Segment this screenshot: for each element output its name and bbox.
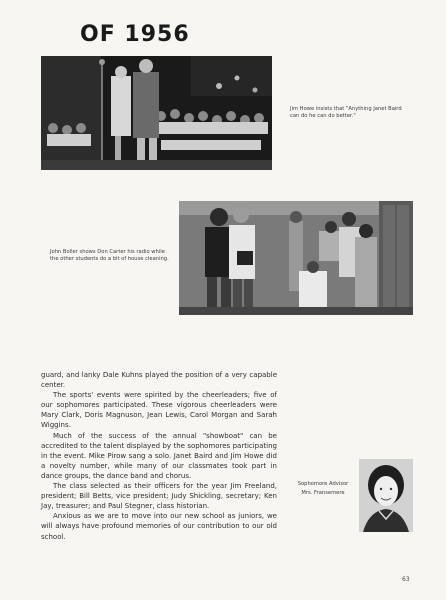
page-heading: OF 1956 [80, 22, 190, 47]
body-paragraph: Much of the success of the annual "showboat" can be accredited to the talent displayed by the sophomores participating in the event. Mike Pirow sang a solo. Janet Baird and Jim Howe did a novelty number, while many of our classmates took part in dance groups, the dance band and chorus. [41, 431, 277, 480]
body-paragraph: The class selected as their officers for the year Jim Freeland, president; Bill Betts, vice president; Judy Shickling, secretary; Ken Jay, treasurer; and Paul Stegner, class historian. [41, 482, 277, 511]
page-number: 63 [402, 576, 410, 583]
advisor-portrait-photo [359, 459, 413, 532]
body-paragraph: Anxious as we are to move into our new school as juniors, we will always have profound memories of our contribution to our old school. [41, 512, 277, 541]
stage-photo-caption: Jim Howe insists that "Anything Janet Baird can do he can do better." [290, 106, 402, 119]
classroom-radio-photo [179, 201, 413, 315]
radio-photo-caption: John Boller shows Don Carter his radio while the other students do a bit of house cleaning. [50, 249, 169, 262]
advisor-title: Sophomore Advisor [297, 481, 349, 487]
advisor-name: Mrs. Fransemere [301, 490, 345, 496]
body-text [41, 370, 277, 542]
stage-performance-photo [41, 56, 272, 170]
advisor-caption [290, 480, 356, 498]
body-paragraph: The sports' events were spirited by the cheerleaders; five of our sophomores participated. These vigorous cheerleaders were Mary Clark, Doris Magnuson, Jean Lewis, Carol Morgan and Sarah Wiggins. [41, 391, 277, 430]
body-paragraph: guard, and lanky Dale Kuhns played the position of a very capable center. [41, 371, 277, 390]
